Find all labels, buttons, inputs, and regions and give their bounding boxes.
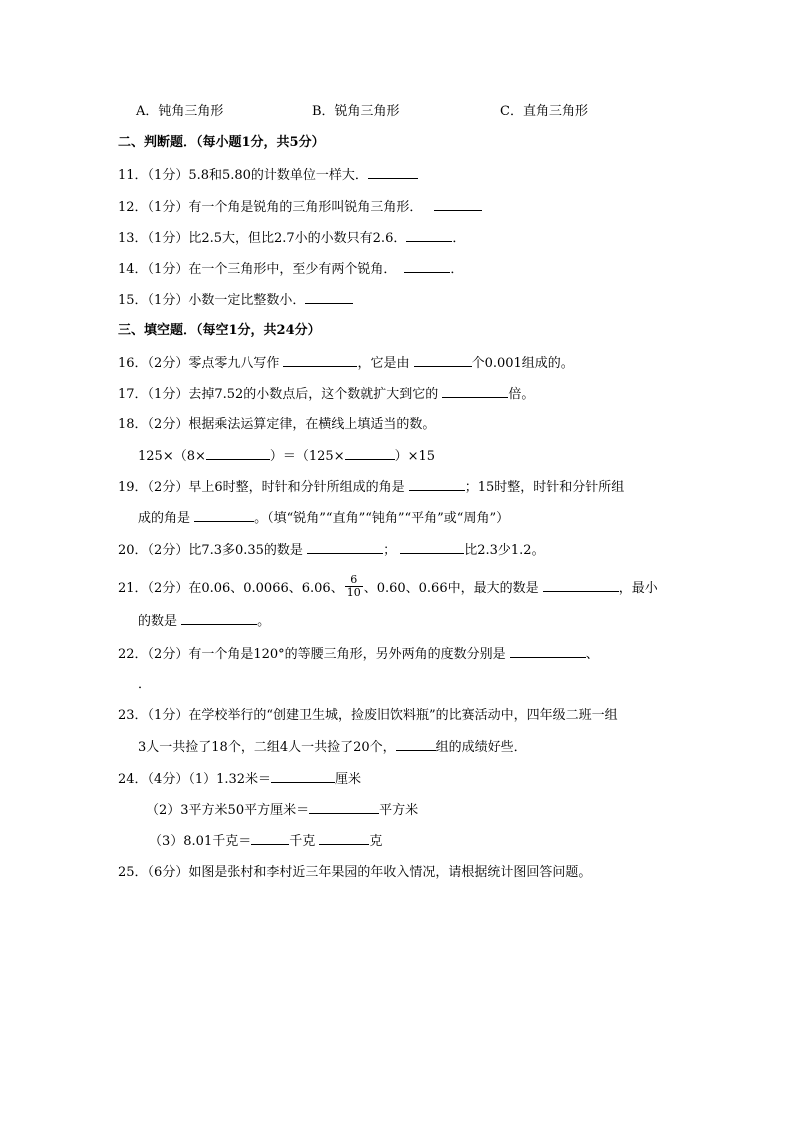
- question-11-text: 11．（1分）5.8和5.80的计数单位一样大．: [118, 168, 368, 183]
- question-19-cont: 成的角是 。（填“锐角”“直角”“钝角”“平角”或“周角”）: [138, 511, 510, 526]
- question-20: 20．（2分）比7.3多0.35的数是 ； 比2.3少1.2。: [118, 543, 545, 558]
- question-24: 24．（4分）（1）1.32米＝ 厘米: [118, 772, 362, 787]
- answer-blank[interactable]: [319, 832, 369, 845]
- question-19: 19．（2分）早上6时整，时针和分针所组成的角是 ；15时整，时针和分针所组: [118, 480, 625, 495]
- answer-blank[interactable]: [406, 229, 452, 242]
- question-16: 16．（2分）零点零九八写作 ，它是由 个0.001组成的。: [118, 356, 574, 371]
- answer-blank[interactable]: [309, 801, 379, 814]
- answer-blank[interactable]: [345, 447, 395, 460]
- answer-blank[interactable]: [283, 354, 357, 367]
- answer-blank[interactable]: [368, 166, 418, 179]
- answer-blank[interactable]: [194, 509, 254, 522]
- question-25-text: 25．（6分）如图是张村和李村近三年果园的年收入情况，请根据统计图回答问题。: [118, 865, 592, 880]
- answer-blank[interactable]: [400, 541, 464, 554]
- question-22: 22．（2分）有一个角是120°的等腰三角形，另外两角的度数分别是 、: [118, 647, 599, 662]
- question-21: 21．（2分）在0.06、0.0066、6.06、 $\frac{6}{10}$ 、0.60、0.66中，最大的数是 ，最小: [118, 573, 658, 599]
- answer-blank[interactable]: [271, 770, 335, 783]
- question-24-part-3: （3）8.01千克＝ 千克 克: [149, 834, 383, 849]
- question-15: [118, 291, 353, 310]
- answer-blank[interactable]: [434, 198, 482, 211]
- answer-blank[interactable]: [181, 612, 257, 625]
- answer-blank[interactable]: [414, 354, 472, 367]
- question-23-cont: 3人一共捡了18个，二组4人一共捡了20个， 组的成绩好些．: [138, 740, 527, 755]
- question-15-text: 15．（1分）小数一定比整数小．: [118, 293, 306, 308]
- question-23: 23．（1分）在学校举行的“创建卫生城，捡废旧饮料瓶”的比赛活动中，四年级二班一组: [118, 708, 618, 723]
- question-14-text: 14．（1分）在一个三角形中，至少有两个锐角．: [118, 262, 397, 277]
- answer-blank[interactable]: [206, 447, 270, 460]
- answer-blank[interactable]: [305, 291, 353, 304]
- question-24-part-2: （2）3平方米50平方厘米＝ 平方米: [146, 803, 419, 818]
- option-b: B．锐角三角形: [312, 104, 400, 119]
- answer-blank[interactable]: [510, 645, 586, 658]
- question-22-cont: ．: [138, 677, 152, 692]
- question-11: [118, 166, 418, 185]
- question-18: [118, 416, 435, 434]
- question-13: 13．（1分）比2.5大，但比2.7小的小数只有2.6． ．: [118, 231, 466, 246]
- option-c: C．直角三角形: [500, 104, 588, 119]
- question-12-text: 12．（1分）有一个角是锐角的三角形叫锐角三角形．: [118, 200, 423, 215]
- answer-blank[interactable]: [396, 738, 436, 751]
- question-14: 14．（1分）在一个三角形中，至少有两个锐角． ．: [118, 262, 464, 277]
- answer-blank[interactable]: [543, 579, 619, 592]
- option-a: A．钝角三角形: [136, 104, 224, 119]
- section-3-title: 三、填空题．（每空1分，共24分）: [118, 323, 321, 338]
- question-18-formula: 125×（8× ）＝（125× ）×15: [138, 449, 436, 464]
- answer-blank[interactable]: [409, 478, 465, 491]
- question-21-cont: 的数是 。: [138, 614, 271, 629]
- question-12: [118, 198, 482, 217]
- answer-blank[interactable]: [307, 541, 383, 554]
- question-17: 17．（1分）去掉7.52的小数点后，这个数就扩大到它的 倍。: [118, 387, 535, 402]
- fraction: $\frac{6}{10}$: [346, 573, 361, 599]
- question-13-text: 13．（1分）比2.5大，但比2.7小的小数只有2.6．: [118, 231, 407, 246]
- question-18-text: 18．（2分）根据乘法运算定律，在横线上填适当的数。: [118, 417, 436, 432]
- section-2-title: 二、判断题．（每小题1分，共5分）: [118, 135, 325, 150]
- answer-blank[interactable]: [442, 385, 508, 398]
- answer-blank[interactable]: [251, 832, 289, 845]
- answer-blank[interactable]: [404, 260, 450, 273]
- question-25: [118, 864, 591, 882]
